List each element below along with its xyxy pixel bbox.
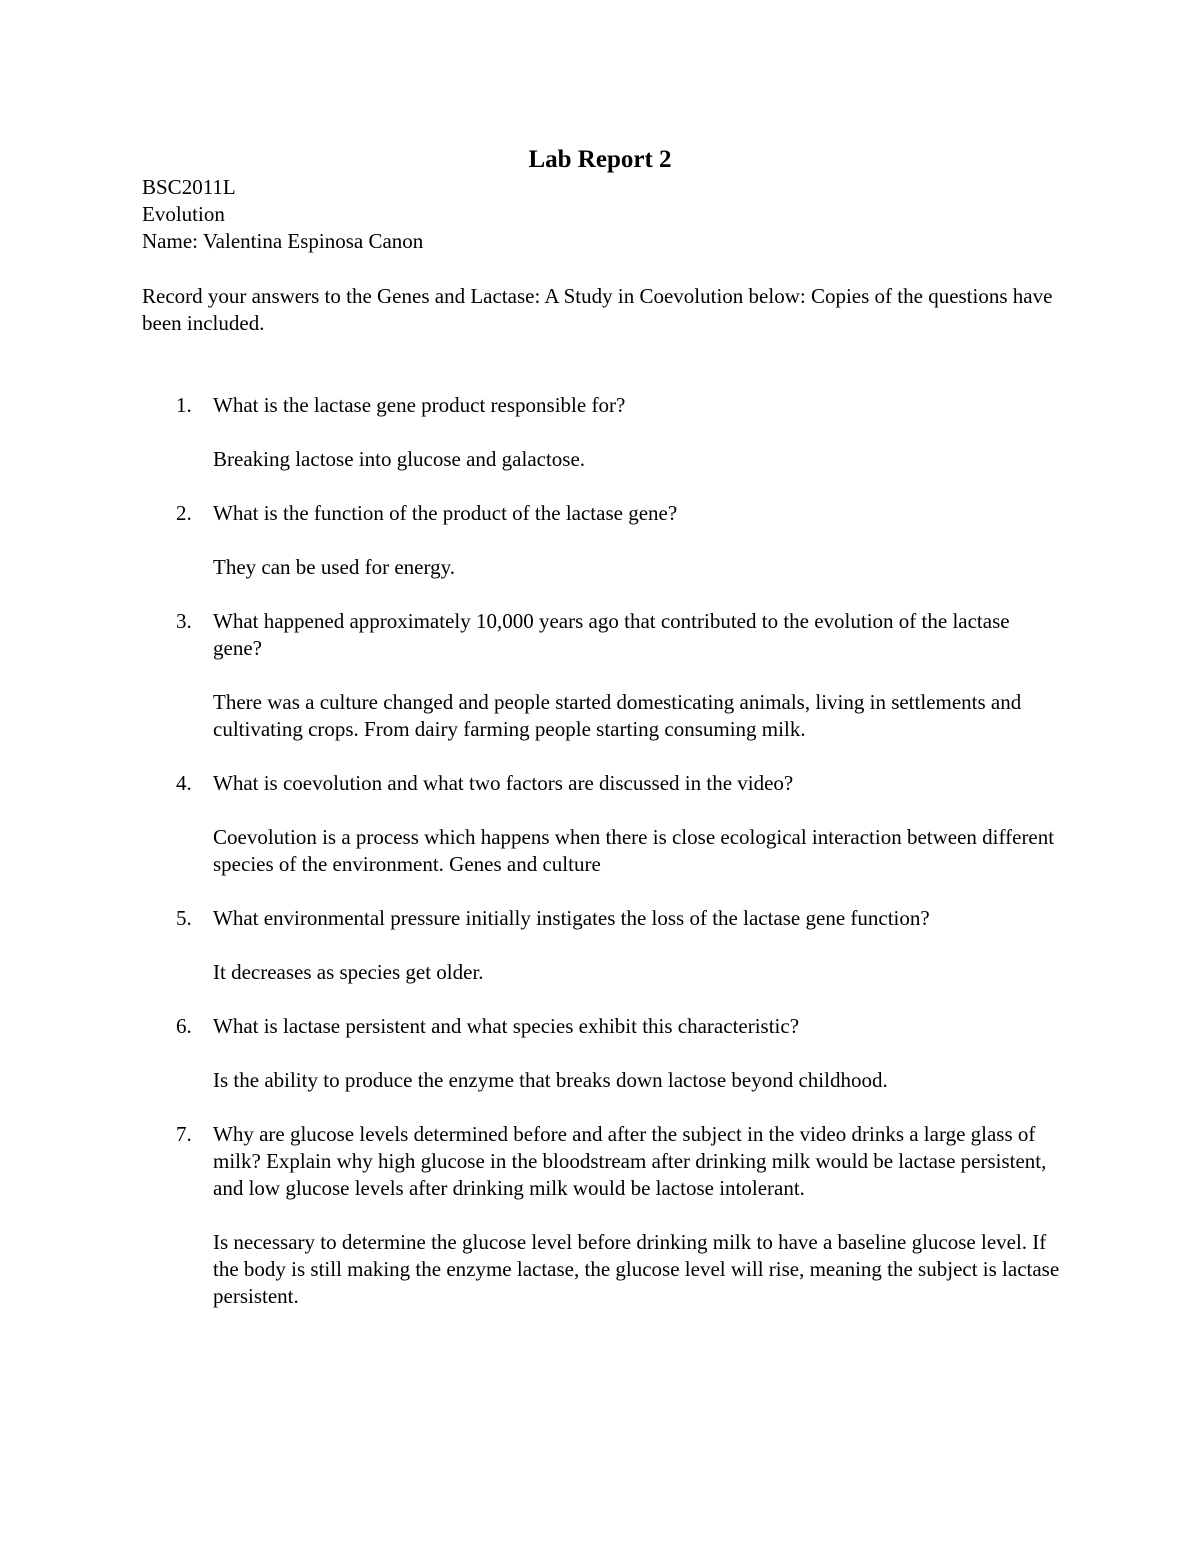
question-text: What is the function of the product of the lactase gene?	[213, 501, 678, 525]
question-number: 5.	[176, 906, 192, 930]
student-name: Name: Valentina Espinosa Canon	[142, 229, 424, 253]
question-item	[142, 500, 1062, 581]
question-list	[142, 392, 1062, 1337]
answer-text: It decreases as species get older.	[213, 960, 484, 984]
question-text: What is lactase persistent and what species exhibit this characteristic?	[213, 1014, 800, 1038]
question-item	[142, 392, 1062, 473]
question-item	[142, 770, 1062, 878]
question-item	[142, 608, 1062, 743]
question-text: What happened approximately 10,000 years ago that contributed to the evolution of the lactase gene?	[213, 609, 1010, 660]
answer-text: Is the ability to produce the enzyme that breaks down lactose beyond childhood.	[213, 1068, 888, 1092]
question-item	[142, 1121, 1062, 1310]
question-number: 4.	[176, 771, 192, 795]
question-number: 2.	[176, 501, 192, 525]
answer-text: They can be used for energy.	[213, 555, 455, 579]
instructions: Record your answers to the Genes and Lactase: A Study in Coevolution below: Copies of the questions have been included.	[142, 284, 1053, 335]
document-header	[142, 174, 1062, 255]
question-number: 1.	[176, 393, 192, 417]
question-item	[142, 905, 1062, 986]
answer-text: Coevolution is a process which happens when there is close ecological interaction between different species of the environment. Genes and culture	[213, 825, 1055, 876]
question-text: What is coevolution and what two factors are discussed in the video?	[213, 771, 794, 795]
question-item	[142, 1013, 1062, 1094]
question-text: What is the lactase gene product responsible for?	[213, 393, 626, 417]
question-number: 7.	[176, 1122, 192, 1146]
answer-text: There was a culture changed and people started domesticating animals, living in settlements and cultivating crops. From dairy farming people starting consuming milk.	[213, 690, 1022, 741]
question-number: 3.	[176, 609, 192, 633]
question-text: Why are glucose levels determined before and after the subject in the video drinks a large glass of milk? Explain why high glucose in the bloodstream after drinking milk would be lactase persistent, and low glucose levels after drinking milk would be lactose intolerant.	[213, 1122, 1047, 1200]
question-number: 6.	[176, 1014, 192, 1038]
question-text: What environmental pressure initially instigates the loss of the lactase gene function?	[213, 906, 930, 930]
topic: Evolution	[142, 202, 225, 226]
answer-text: Breaking lactose into glucose and galactose.	[213, 447, 586, 471]
document-title: Lab Report 2	[528, 146, 672, 173]
course-code: BSC2011L	[142, 175, 236, 199]
answer-text: Is necessary to determine the glucose level before drinking milk to have a baseline glucose level. If the body is still making the enzyme lactase, the glucose level will rise, meaning the subject is lactase persistent.	[213, 1230, 1060, 1308]
